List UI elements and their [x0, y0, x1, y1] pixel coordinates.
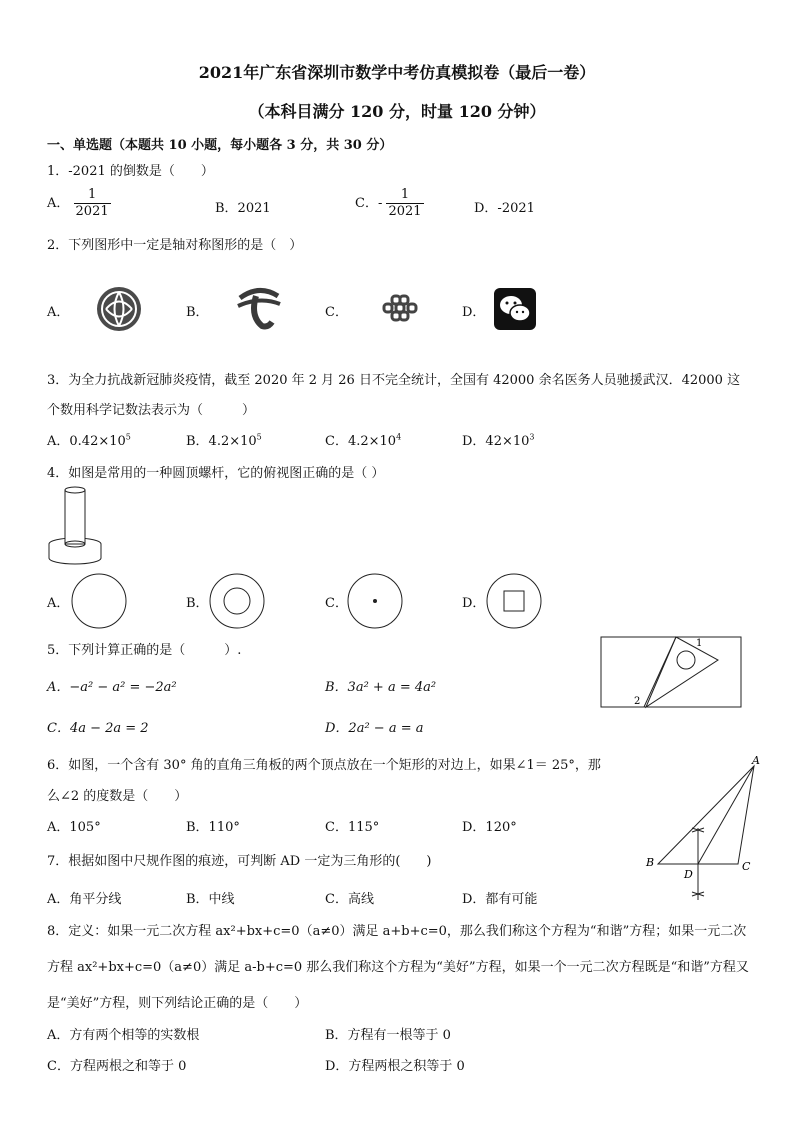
q2-option-c[interactable]: C． — [325, 305, 348, 320]
q6-option-d[interactable]: D．120° — [462, 820, 517, 835]
q1-option-d[interactable]: D．-2021 — [474, 201, 535, 216]
q6-stem-line2: 么∠2 的度数是（ ） — [47, 789, 188, 804]
q4-stem: 4．如图是常用的一种圆顶螺杆，它的俯视图正确的是（ ） — [47, 466, 385, 481]
page-subtitle: （本科目满分 120 分，时量 120 分钟） — [248, 102, 546, 121]
q2-option-d[interactable]: D． — [462, 305, 486, 320]
q1-option-a[interactable] — [47, 187, 111, 220]
q6-angle1-label: 1 — [696, 638, 703, 649]
section-heading: 一、单选题（本题共 10 小题，每小题各 3 分，共 30 分） — [47, 138, 393, 153]
q1-c-label: C．- — [355, 196, 383, 211]
q8-option-d[interactable]: D．方程两根之积等于 0 — [325, 1059, 465, 1074]
q6-option-b[interactable]: B．110° — [186, 820, 240, 835]
q3-stem-line2: 个数用科学记数法表示为（ ） — [47, 403, 256, 418]
q4-d-square-figure — [485, 572, 543, 630]
china-telecom-logo-icon — [236, 286, 282, 330]
q4-a-circle-figure — [70, 572, 128, 630]
q3-option-c[interactable]: C．$4.2\times 10^4$ — [325, 432, 402, 449]
q1-a-fraction: $\frac{1}{2021}$ — [75, 187, 109, 219]
q3-option-d[interactable]: D．$42\times 10^3$ — [462, 432, 535, 449]
q7-point-a: A — [752, 754, 760, 767]
q7-option-d[interactable]: D．都有可能 — [462, 892, 538, 907]
q4-option-a[interactable]: A． — [47, 596, 70, 611]
q2-option-a[interactable]: A． — [47, 305, 70, 320]
q6-angle2-label: 2 — [634, 696, 641, 707]
q4-option-c[interactable]: C． — [325, 596, 348, 611]
page-title: 2021年广东省深圳市数学中考仿真模拟卷（最后一卷） — [198, 63, 596, 82]
q2-option-b[interactable]: B． — [186, 305, 209, 320]
q8-stem-line1: 8．定义：如果一元二次方程 ax²+bx+c=0（a≠0）满足 a+b+c=0，那么我们称这个方程为“和谐”方程；如果一元二次 — [47, 924, 747, 939]
q7-point-d: D — [684, 868, 693, 881]
q7-triangle-construction-figure — [642, 756, 762, 906]
q5-option-d[interactable]: D．2a² − a = a — [325, 721, 424, 736]
china-mobile-logo-icon — [96, 286, 142, 332]
q1-option-b[interactable]: B．2021 — [215, 201, 271, 216]
q6-option-c[interactable]: C．115° — [325, 820, 380, 835]
q1-stem: 1．-2021 的倒数是（ ） — [47, 164, 214, 179]
q3-option-a[interactable]: A．$0.42\times 10^5$ — [47, 432, 131, 449]
q7-point-b: B — [646, 856, 655, 869]
q6-option-a[interactable]: A．105° — [47, 820, 101, 835]
q6-stem-line1: 6．如图，一个含有 30° 角的直角三角板的两个顶点放在一个矩形的对边上，如果∠1＝ 25°，那 — [47, 758, 601, 773]
q5-option-a[interactable]: A．−a² − a² = −2a² — [47, 680, 177, 695]
q8-stem-line3: 是“美好”方程，则下列结论正确的是（ ） — [47, 996, 308, 1011]
q3-option-b[interactable]: B．$4.2\times 10^5$ — [186, 432, 262, 449]
q8-stem-line2: 方程 ax²+bx+c=0（a≠0）满足 a-b+c=0 那么我们称这个方程为“美好”方程，如果一个一元二次方程既是“和谐”方程又 — [47, 960, 749, 975]
q8-option-b[interactable]: B．方程有一根等于 0 — [325, 1028, 451, 1043]
q5-option-c[interactable]: C．4a − 2a = 2 — [47, 721, 149, 736]
q1-a-label: A． — [47, 196, 70, 211]
q4-b-ring-figure — [208, 572, 266, 630]
q8-option-a[interactable]: A．方有两个相等的实数根 — [47, 1028, 200, 1043]
wechat-logo-icon — [494, 288, 536, 330]
screw-figure — [46, 484, 104, 566]
q7-option-b[interactable]: B．中线 — [186, 892, 235, 907]
q4-option-b[interactable]: B． — [186, 596, 209, 611]
q7-option-a[interactable]: A．角平分线 — [47, 892, 122, 907]
q4-c-dot-figure — [346, 572, 404, 630]
q4-option-d[interactable]: D． — [462, 596, 486, 611]
china-unicom-knot-icon — [378, 292, 422, 328]
q1-option-c[interactable] — [355, 187, 424, 220]
q7-stem: 7．根据如图中尺规作图的痕迹，可判断 AD 一定为三角形的( ) — [47, 854, 432, 869]
q6-rectangle-triangle-figure — [600, 634, 744, 710]
q5-stem: 5．下列计算正确的是（ ）. — [47, 643, 242, 658]
q7-option-c[interactable]: C．高线 — [325, 892, 374, 907]
q8-option-c[interactable]: C．方程两根之和等于 0 — [47, 1059, 187, 1074]
q3-stem-line1: 3．为全力抗战新冠肺炎疫情，截至 2020 年 2 月 26 日不完全统计，全国有 42000 余名医务人员驰援武汉．42000 这 — [47, 373, 741, 388]
q1-c-fraction: $\frac{1}{2021}$ — [388, 187, 422, 219]
q2-stem: 2．下列图形中一定是轴对称图形的是（ ） — [47, 238, 303, 253]
q7-point-c: C — [742, 860, 751, 873]
q5-option-b[interactable]: B．3a² + a = 4a² — [325, 680, 437, 695]
